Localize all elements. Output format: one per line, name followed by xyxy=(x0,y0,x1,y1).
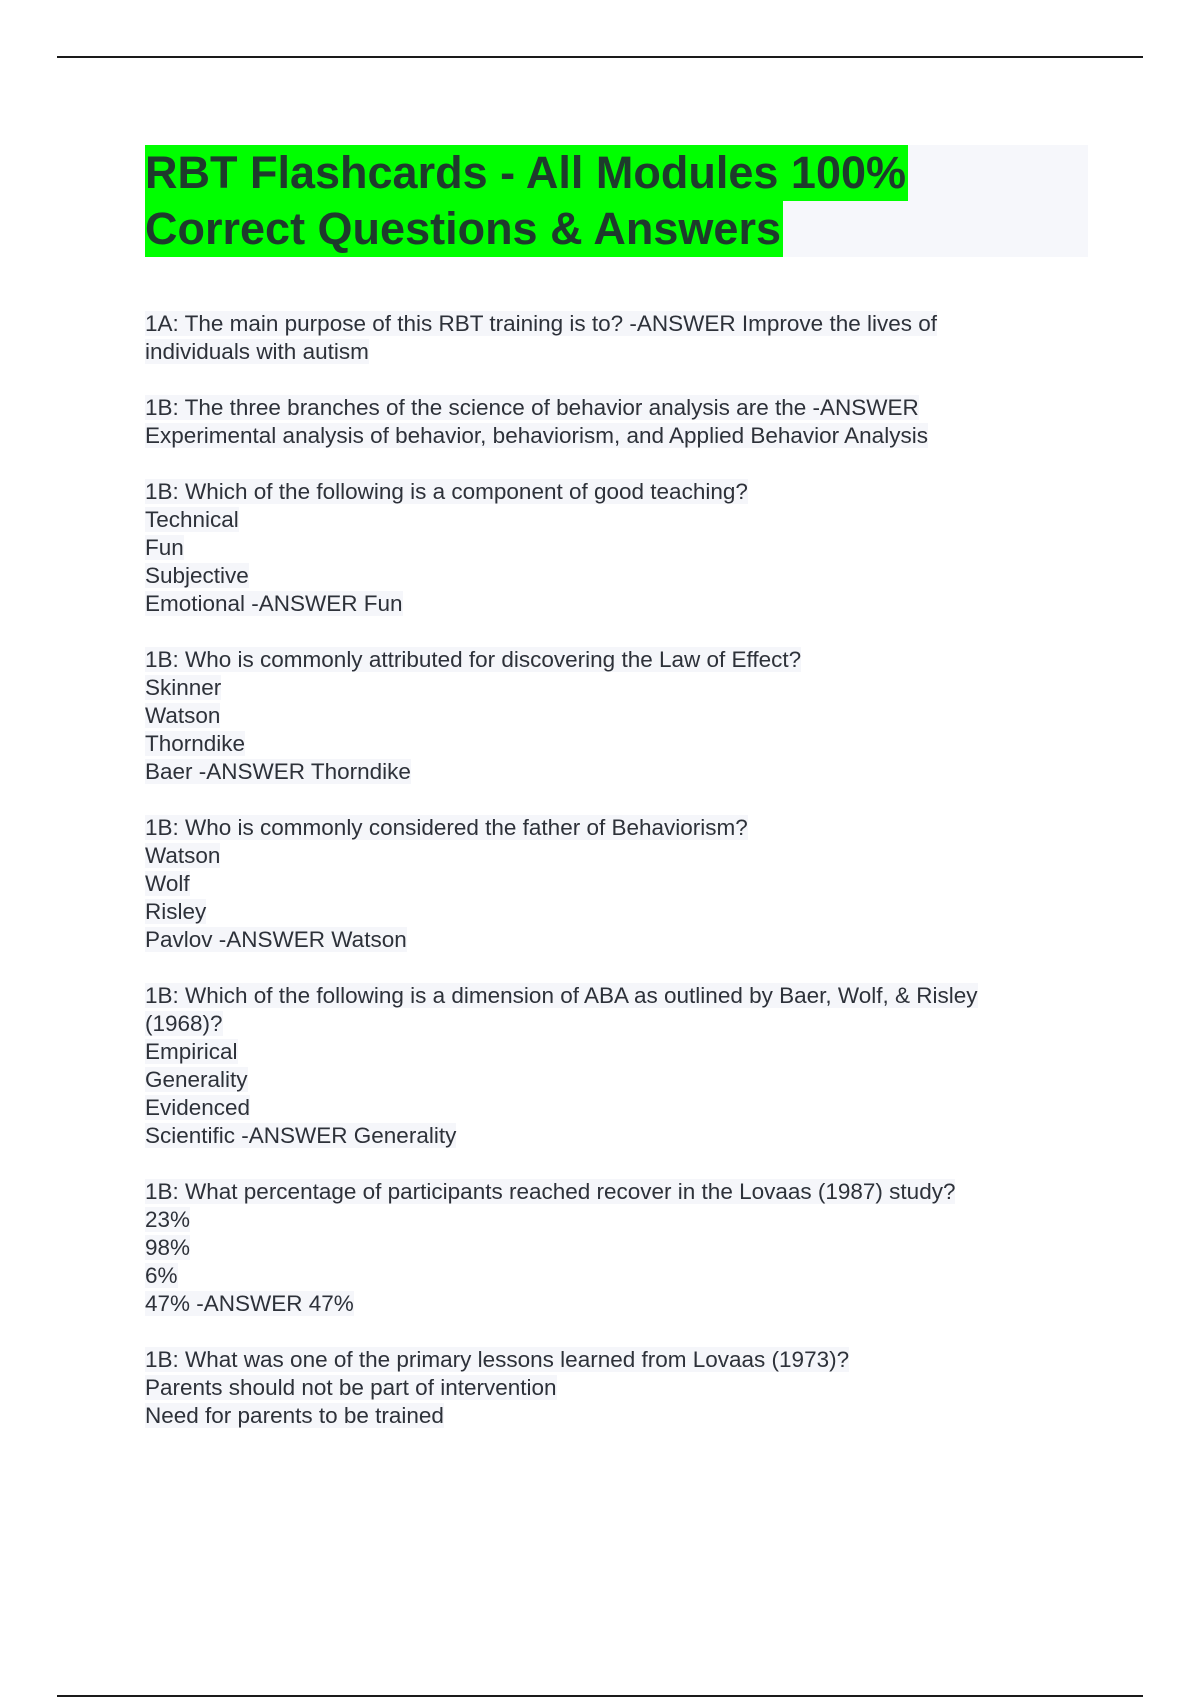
flashcard-item xyxy=(145,310,1085,366)
flashcard-line: Experimental analysis of behavior, behaviorism, and Applied Behavior Analysis xyxy=(145,423,928,448)
flashcard-line: 23% xyxy=(145,1207,191,1232)
flashcard-item xyxy=(145,646,1085,786)
flashcard-line: 98% xyxy=(145,1235,191,1260)
footer-rule xyxy=(57,1695,1143,1697)
header-rule xyxy=(57,56,1143,58)
flashcard-line: Fun xyxy=(145,535,184,560)
flashcard-line: Baer -ANSWER Thorndike xyxy=(145,759,411,784)
flashcard-line: 1B: Who is commonly attributed for discovering the Law of Effect? xyxy=(145,647,802,672)
flashcard-line: Parents should not be part of intervention xyxy=(145,1375,557,1400)
flashcard-line: Technical xyxy=(145,507,239,532)
flashcard-line: 1B: Who is commonly considered the father of Behaviorism? xyxy=(145,815,748,840)
flashcard-line: (1968)? xyxy=(145,1011,223,1036)
flashcard-item xyxy=(145,478,1085,618)
flashcard-line: 47% -ANSWER 47% xyxy=(145,1291,354,1316)
flashcard-line: Skinner xyxy=(145,675,222,700)
flashcard-list xyxy=(145,310,1085,1458)
flashcard-line: Risley xyxy=(145,899,207,924)
flashcard-line: Watson xyxy=(145,703,221,728)
flashcard-line: Scientific -ANSWER Generality xyxy=(145,1123,457,1148)
flashcard-line: 1B: What percentage of participants reached recover in the Lovaas (1987) study? xyxy=(145,1179,956,1204)
flashcard-line: Need for parents to be trained xyxy=(145,1403,444,1428)
flashcard-item xyxy=(145,1178,1085,1318)
flashcard-item xyxy=(145,814,1085,954)
flashcard-line: Empirical xyxy=(145,1039,238,1064)
flashcard-line: 1B: Which of the following is a dimension of ABA as outlined by Baer, Wolf, & Risley xyxy=(145,983,978,1008)
flashcard-line: 6% xyxy=(145,1263,178,1288)
flashcard-line: 1B: What was one of the primary lessons learned from Lovaas (1973)? xyxy=(145,1347,850,1372)
flashcard-item xyxy=(145,982,1085,1150)
flashcard-item xyxy=(145,1346,1085,1430)
flashcard-line: 1B: Which of the following is a component of good teaching? xyxy=(145,479,748,504)
flashcard-line: Emotional -ANSWER Fun xyxy=(145,591,403,616)
title-line-2: Correct Questions & Answers xyxy=(145,201,783,257)
flashcard-line: 1B: The three branches of the science of behavior analysis are the -ANSWER xyxy=(145,395,919,420)
flashcard-line: Watson xyxy=(145,843,221,868)
flashcard-line: Pavlov -ANSWER Watson xyxy=(145,927,407,952)
flashcard-line: Subjective xyxy=(145,563,249,588)
flashcard-line: 1A: The main purpose of this RBT training is to? -ANSWER Improve the lives of xyxy=(145,311,938,336)
flashcard-line: Generality xyxy=(145,1067,248,1092)
flashcard-line: Thorndike xyxy=(145,731,246,756)
document-title xyxy=(145,145,1088,257)
flashcard-line: Wolf xyxy=(145,871,190,896)
title-line-1: RBT Flashcards - All Modules 100% xyxy=(145,145,908,201)
flashcard-line: Evidenced xyxy=(145,1095,251,1120)
flashcard-item xyxy=(145,394,1085,450)
flashcard-line: individuals with autism xyxy=(145,339,369,364)
